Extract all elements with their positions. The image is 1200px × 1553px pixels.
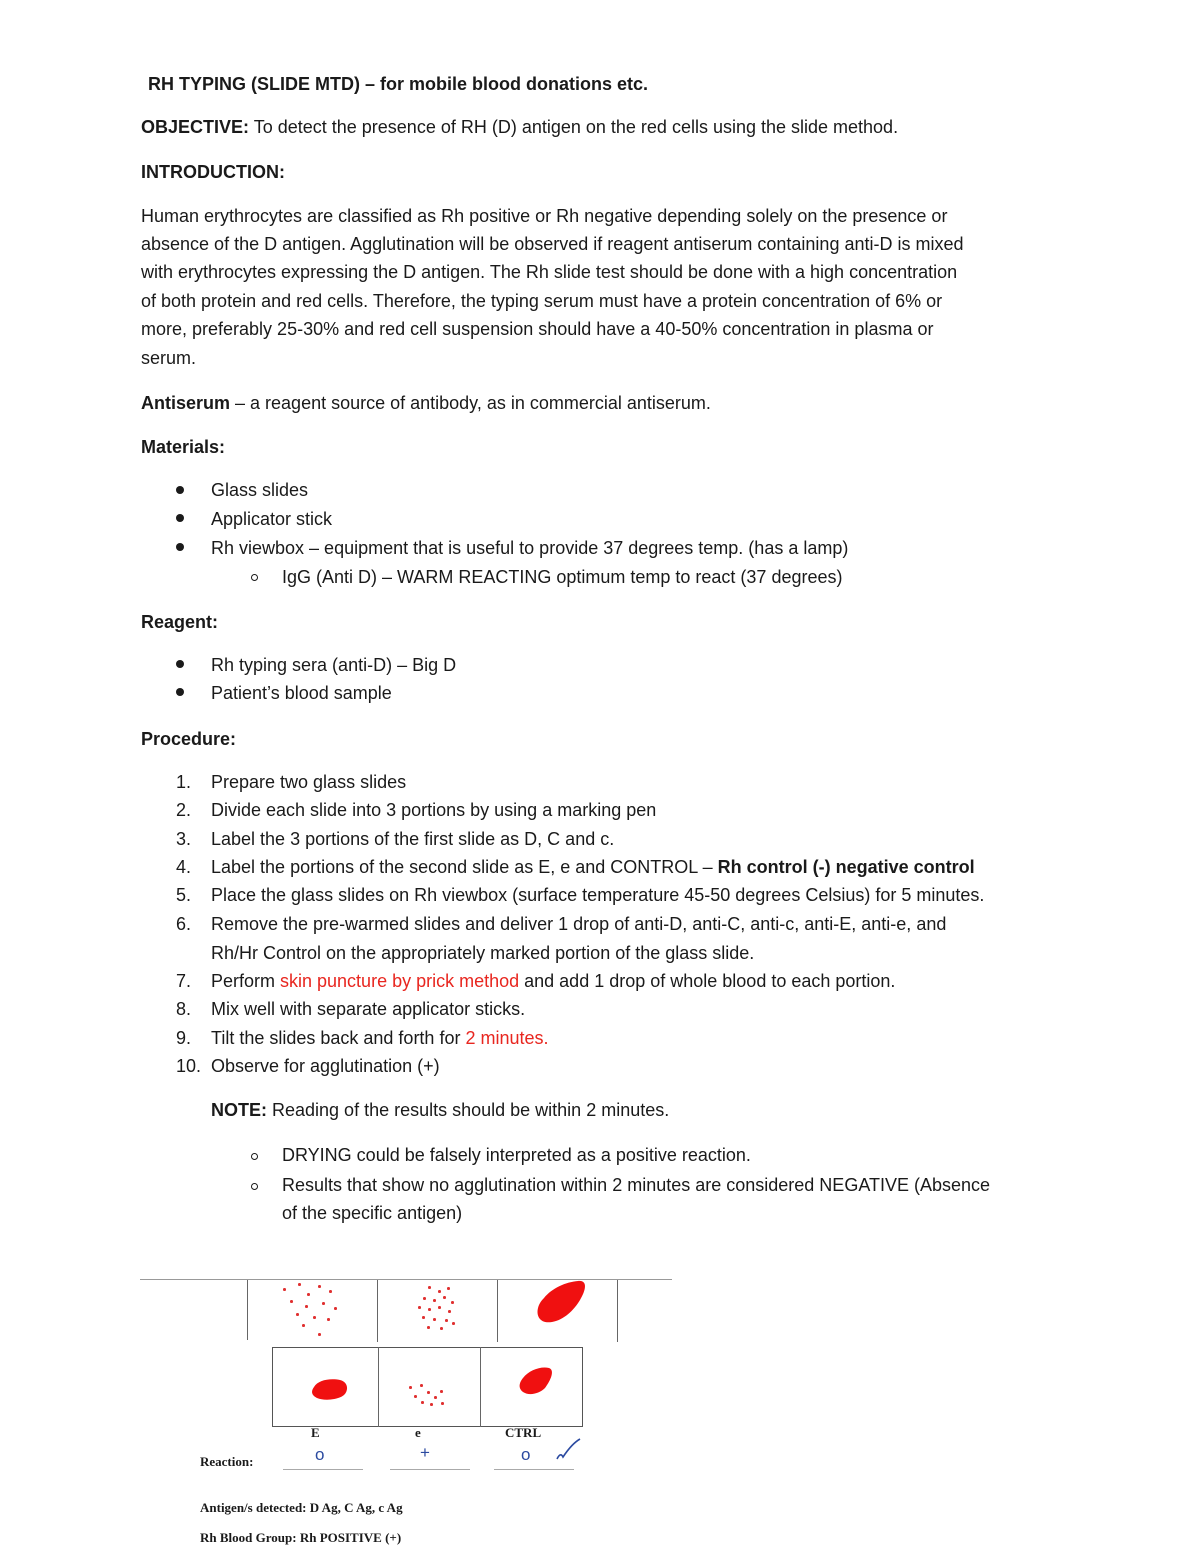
step-number: 7.	[176, 971, 192, 991]
sub-bullet-icon	[251, 574, 258, 581]
reagent-item: Rh typing sera (anti-D) – Big D	[211, 655, 457, 675]
antiserum-definition	[141, 389, 711, 417]
document-title: RH TYPING (SLIDE MTD) – for mobile blood donations etc.	[148, 74, 649, 94]
reaction-ctrl: o	[521, 1445, 531, 1464]
reagent-heading: Reagent:	[141, 612, 219, 632]
procedure-step: Mix well with separate applicator sticks.	[211, 999, 526, 1019]
introduction-line: serum.	[141, 348, 197, 368]
procedure-step: Prepare two glass slides	[211, 772, 407, 792]
materials-item: Glass slides	[211, 480, 309, 500]
bullet-icon	[176, 486, 184, 494]
antigens-detected	[200, 1498, 403, 1518]
bullet-icon	[176, 514, 184, 522]
step4-bold-text: Rh control (-) negative control	[717, 857, 975, 877]
reaction-underline	[390, 1469, 470, 1470]
step7-highlight: skin puncture by prick method	[280, 971, 520, 991]
procedure-step: Divide each slide into 3 portions by using a marking pen	[211, 800, 657, 820]
procedure-step: Place the glass slides on Rh viewbox (surface temperature 45-50 degrees Celsius) for 5 minutes.	[211, 885, 985, 905]
step-number: 1.	[176, 772, 192, 792]
procedure-step: Label the 3 portions of the first slide as D, C and c.	[211, 829, 615, 849]
procedure-step: Observe for agglutination (+)	[211, 1056, 440, 1076]
procedure-step	[211, 853, 975, 881]
step7-text: Perform	[211, 971, 281, 991]
materials-item: Applicator stick	[211, 509, 333, 529]
materials-subitem: IgG (Anti D) – WARM REACTING optimum temp to react (37 degrees)	[282, 567, 843, 587]
step-number: 6.	[176, 914, 192, 934]
rh-blood-group	[200, 1528, 401, 1548]
step-number: 10.	[176, 1056, 202, 1076]
slide-divider	[247, 1280, 248, 1340]
introduction-line: absence of the D antigen. Agglutination will be observed if reagent antiserum containing anti-D is mixed	[141, 234, 964, 254]
reaction-underline	[283, 1469, 363, 1470]
materials-item: Rh viewbox – equipment that is useful to provide 37 degrees temp. (has a lamp)	[211, 538, 849, 558]
introduction-line: more, preferably 25-30% and red cell suspension should have a 40-50% concentration in plasma or	[141, 319, 934, 339]
materials-heading: Materials:	[141, 437, 226, 457]
note-subitem: Results that show no agglutination within 2 minutes are considered NEGATIVE (Absence	[282, 1175, 991, 1195]
step-number: 9.	[176, 1028, 192, 1048]
note-label: NOTE:	[211, 1100, 267, 1120]
step4-text: Label the portions of the second slide as E, e and CONTROL –	[211, 857, 718, 877]
antiserum-text: – a reagent source of antibody, as in commercial antiserum.	[230, 393, 711, 413]
procedure-step: Remove the pre-warmed slides and deliver 1 drop of anti-D, anti-C, anti-c, anti-E, anti-e, and	[211, 914, 947, 934]
note-subitem: DRYING could be falsely interpreted as a positive reaction.	[282, 1145, 751, 1165]
portion-label-e-upper: E	[311, 1425, 320, 1440]
step-number: 3.	[176, 829, 192, 849]
objective	[141, 113, 898, 141]
agglutination-blob	[515, 1364, 555, 1398]
objective-label: OBJECTIVE:	[141, 117, 250, 137]
reagent-item: Patient’s blood sample	[211, 683, 392, 703]
bullet-icon	[176, 660, 184, 668]
procedure-step	[211, 1024, 549, 1052]
slide-divider	[480, 1347, 481, 1427]
step-number: 8.	[176, 999, 192, 1019]
slide-divider	[497, 1280, 498, 1342]
introduction-line: with erythrocytes expressing the D antigen. The Rh slide test should be done with a high concentration	[141, 262, 958, 282]
antiserum-term: Antiserum	[141, 393, 231, 413]
introduction-line: Human erythrocytes are classified as Rh positive or Rh negative depending solely on the presence or	[141, 206, 948, 226]
introduction-heading: INTRODUCTION:	[141, 162, 285, 182]
note-subitem-continued: of the specific antigen)	[282, 1203, 463, 1223]
reaction-e-lower: +	[420, 1443, 430, 1462]
antigens-label: Antigen/s detected:	[200, 1500, 307, 1515]
slide-divider	[617, 1280, 618, 1342]
note-text: Reading of the results should be within 2 minutes.	[267, 1100, 670, 1120]
procedure-step	[211, 967, 895, 995]
step9-text: Tilt the slides back and forth for	[211, 1028, 466, 1048]
reaction-e-upper: o	[315, 1445, 325, 1464]
agglutination-blob	[308, 1375, 352, 1403]
objective-text: To detect the presence of RH (D) antigen on the red cells using the slide method.	[249, 117, 899, 137]
reaction-label: Reaction:	[200, 1454, 254, 1469]
check-mark-icon	[553, 1437, 583, 1465]
slide-divider	[378, 1347, 379, 1427]
rh-group-value: Rh POSITIVE (+)	[299, 1530, 402, 1545]
slide-divider	[377, 1280, 378, 1342]
step-number: 4.	[176, 857, 192, 877]
bullet-icon	[176, 688, 184, 696]
antigens-value: D Ag, C Ag, c Ag	[309, 1500, 403, 1515]
step9-highlight: 2 minutes.	[465, 1028, 549, 1048]
agglutination-blob	[530, 1278, 594, 1326]
portion-label-ctrl: CTRL	[505, 1425, 542, 1440]
sub-bullet-icon	[251, 1153, 258, 1160]
step-number: 2.	[176, 800, 192, 820]
reaction-underline	[494, 1469, 574, 1470]
introduction-line: of both protein and red cells. Therefore, the typing serum must have a protein concentration of 6% or	[141, 291, 943, 311]
note	[211, 1096, 669, 1124]
portion-label-e-lower: e	[415, 1425, 421, 1440]
step7-text-end: and add 1 drop of whole blood to each portion.	[519, 971, 896, 991]
procedure-step-continued: Rh/Hr Control on the appropriately marked portion of the glass slide.	[211, 943, 755, 963]
rh-group-label: Rh Blood Group:	[200, 1530, 297, 1545]
sub-bullet-icon	[251, 1183, 258, 1190]
procedure-heading: Procedure:	[141, 729, 237, 749]
step-number: 5.	[176, 885, 192, 905]
bullet-icon	[176, 543, 184, 551]
